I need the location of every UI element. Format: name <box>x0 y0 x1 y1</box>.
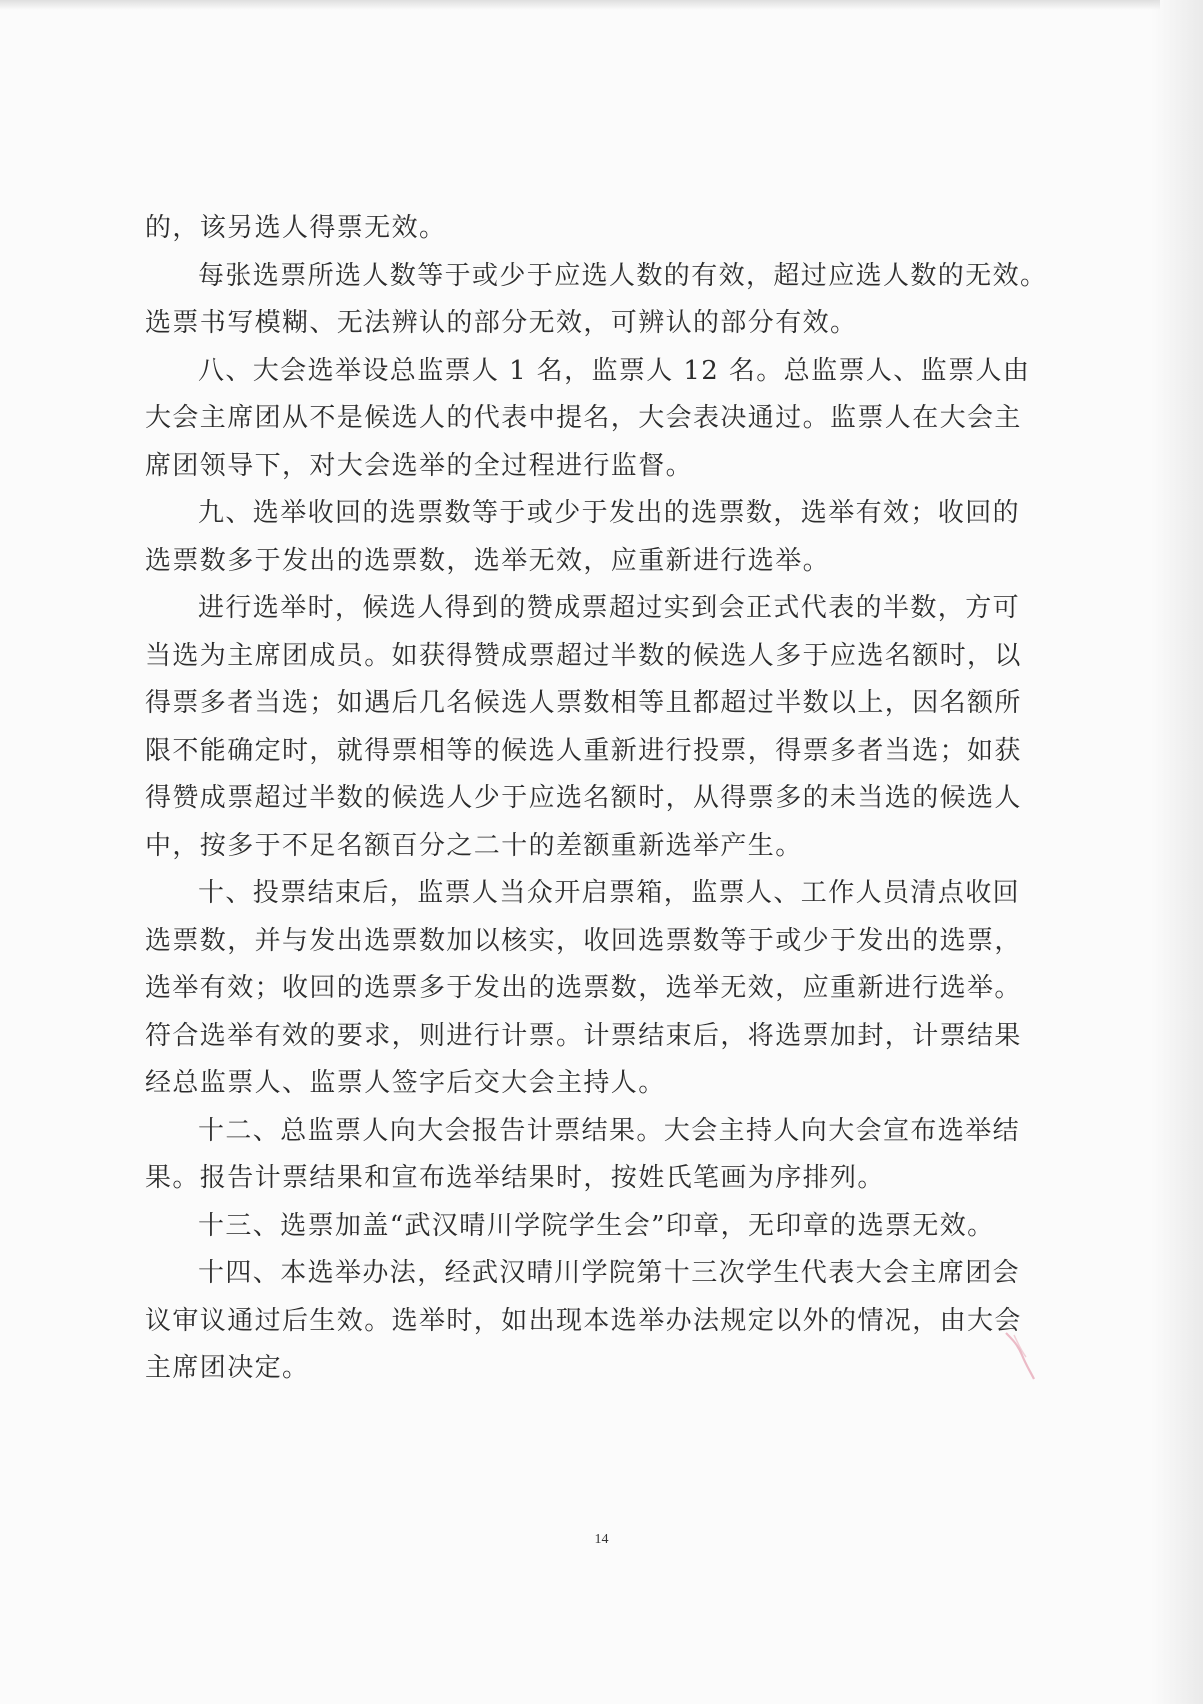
text-line: 选票数，并与发出选票数加以核实，收回选票数等于或少于发出的选票， <box>145 925 1022 956</box>
text-line: 中，按多于不足名额百分之二十的差额重新选举产生。 <box>145 830 803 861</box>
text-line: 得赞成票超过半数的候选人少于应选名额时，从得票多的未当选的候选人 <box>145 783 1022 813</box>
scan-shadow-right <box>1151 0 1203 1704</box>
text-line: 议审议通过后生效。选举时，如出现本选举办法规定以外的情况，由大会 <box>145 1305 1022 1336</box>
text-line: 经总监票人、监票人签字后交大会主持人。 <box>145 1068 666 1098</box>
text-line: 主席团决定。 <box>145 1353 310 1383</box>
text-line: 十三、选票加盖“武汉晴川学院学生会”印章，无印章的选票无效。 <box>198 1210 995 1241</box>
text-line: 十二、总监票人向大会报告计票结果。大会主持人向大会宣布选举结 <box>198 1115 1021 1146</box>
text-line: 符合选举有效的要求，则进行计票。计票结束后，将选票加封，计票结果 <box>145 1020 1022 1051</box>
text-line: 当选为主席团成员。如获得赞成票超过半数的候选人多于应选名额时，以 <box>145 640 1022 671</box>
text-line: 限不能确定时，就得票相等的候选人重新进行投票，得票多者当选；如获 <box>145 735 1022 766</box>
text-line: 九、选举收回的选票数等于或少于发出的选票数，选举有效；收回的 <box>198 498 1021 528</box>
text-line: 十四、本选举办法，经武汉晴川学院第十三次学生代表大会主席团会 <box>198 1258 1021 1288</box>
text-line: 十、投票结束后，监票人当众开启票箱，监票人、工作人员清点收回 <box>198 878 1021 908</box>
page-number: 14 <box>594 1532 609 1547</box>
text-line: 进行选举时，候选人得到的赞成票超过实到会正式代表的半数，方可 <box>198 593 1021 623</box>
text-line: 果。报告计票结果和宣布选举结果时，按姓氏笔画为序排列。 <box>145 1163 885 1193</box>
text-line: 选举有效；收回的选票多于发出的选票数，选举无效，应重新进行选举。 <box>145 973 1022 1003</box>
text-line: 得票多者当选；如遇后几名候选人票数相等且都超过半数以上，因名额所 <box>145 688 1022 718</box>
text-line: 选票数多于发出的选票数，选举无效，应重新进行选举。 <box>145 545 831 576</box>
body-text <box>145 205 1048 1393</box>
text-line: 的，该另选人得票无效。 <box>145 213 447 243</box>
text-line: 大会主席团从不是候选人的代表中提名，大会表决通过。监票人在大会主 <box>145 403 1022 433</box>
stamp-fragment-mark <box>1000 1325 1040 1385</box>
text-line: 席团领导下，对大会选举的全过程进行监督。 <box>145 450 694 481</box>
text-line: 每张选票所选人数等于或少于应选人数的有效，超过应选人数的无效。 <box>198 260 1048 291</box>
text-line: 选票书写模糊、无法辨认的部分无效，可辨认的部分有效。 <box>145 308 858 338</box>
scan-shadow-top <box>0 0 1160 10</box>
text-line: 八、大会选举设总监票人 1 名，监票人 12 名。总监票人、监票人由 <box>198 355 1031 386</box>
